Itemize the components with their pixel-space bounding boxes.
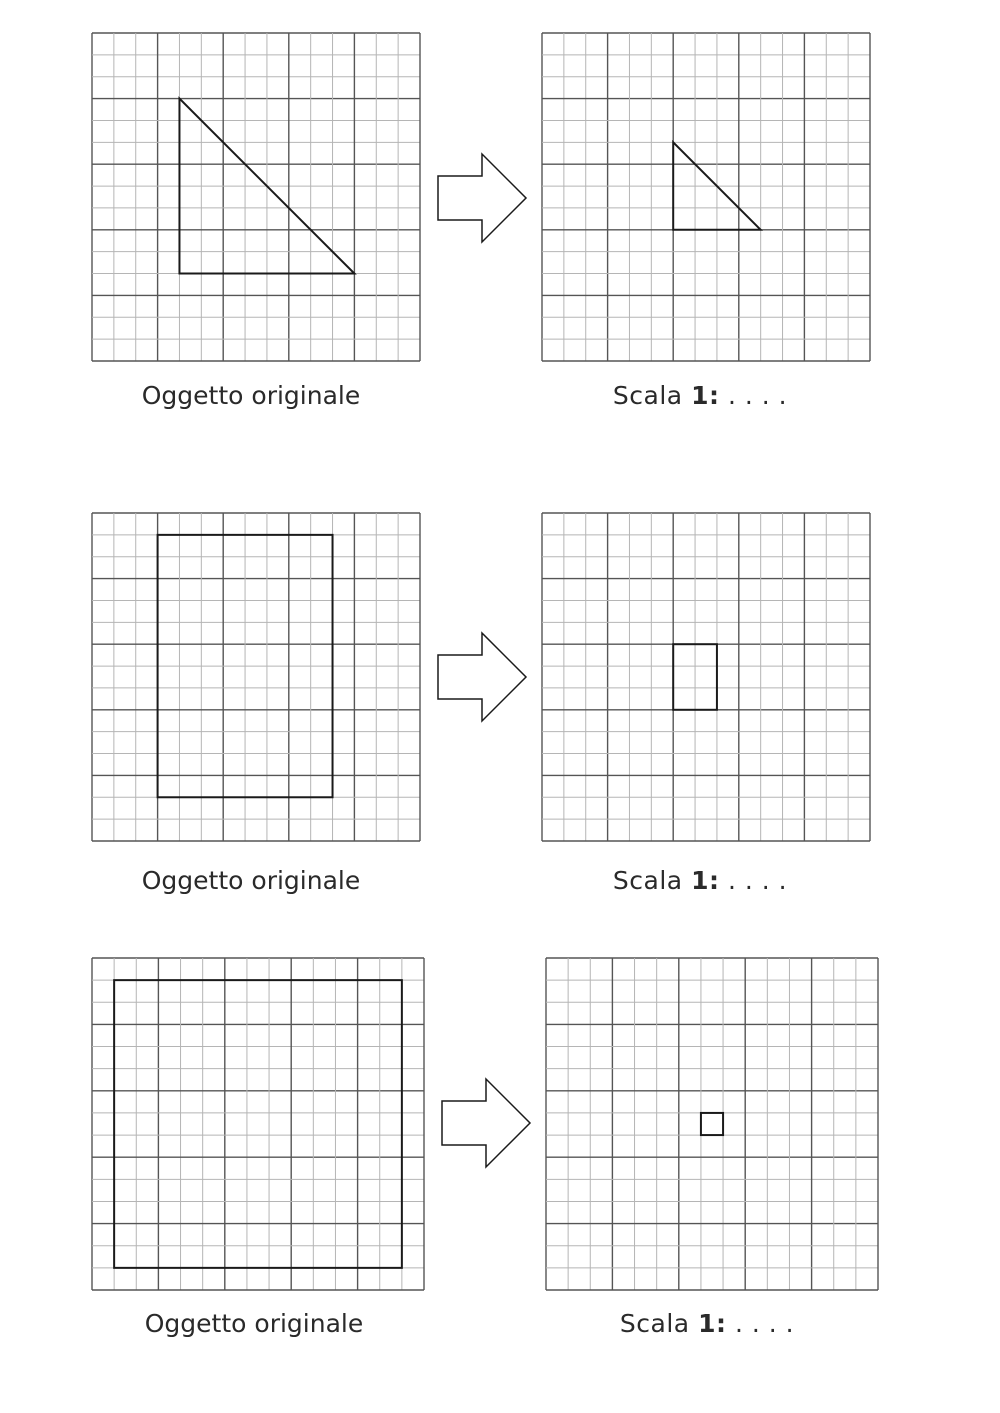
right-arrow-icon <box>438 154 526 242</box>
scale-number: 1: <box>691 866 720 895</box>
scale-answer-label <box>613 381 787 410</box>
right-arrow-icon <box>442 1079 530 1167</box>
original-grid <box>92 958 424 1290</box>
scaled-square <box>701 1113 723 1135</box>
scale-word: Scala <box>612 866 683 895</box>
scale-answer-label <box>613 866 787 895</box>
scaled-grid <box>546 958 878 1290</box>
scale-word: Scala <box>619 1309 690 1338</box>
scale-answer-label <box>620 1309 794 1338</box>
scale-number: 1: <box>698 1309 727 1338</box>
original-grid <box>92 513 420 841</box>
original-object-label: Oggetto originale <box>141 381 361 410</box>
original-object-label: Oggetto originale <box>141 866 361 895</box>
right-arrow-icon <box>438 633 526 721</box>
original-object-label: Oggetto originale <box>144 1309 364 1338</box>
scale-word: Scala <box>612 381 683 410</box>
scale-number: 1: <box>691 381 720 410</box>
original-grid <box>92 33 420 361</box>
scale-answer-blank[interactable]: . . . . <box>727 381 788 410</box>
scaled-grid <box>542 33 870 361</box>
original-square <box>114 980 402 1268</box>
scale-answer-blank[interactable]: . . . . <box>727 866 788 895</box>
scale-answer-blank[interactable]: . . . . <box>734 1309 795 1338</box>
scaled-grid <box>542 513 870 841</box>
